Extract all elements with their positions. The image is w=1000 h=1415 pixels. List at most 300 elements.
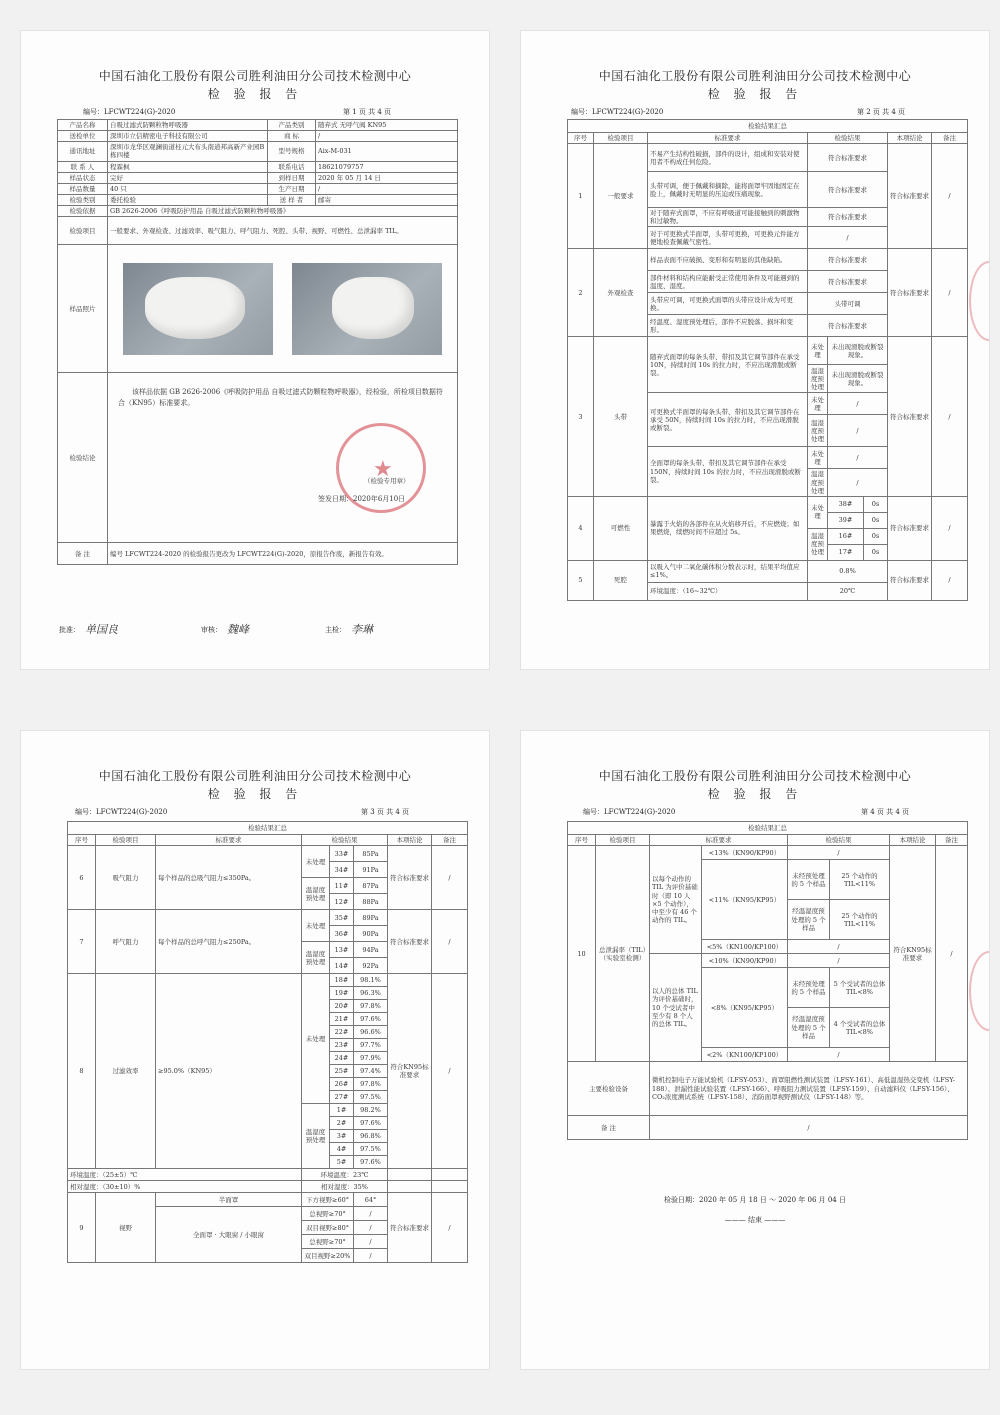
report-number: 编号：LFCWT224(G)-2020: [83, 108, 176, 116]
item-note: /: [932, 337, 968, 496]
sample-value: 97.8%: [354, 1078, 388, 1091]
sample-id: 11#: [330, 878, 354, 894]
report-page-3: [20, 730, 490, 1370]
field-label: 通讯地址: [58, 142, 108, 161]
condition: 经温湿度预处理的 5 个样品: [788, 900, 830, 940]
basis-value: GB 2626-2006《呼吸防护用品 自吸过滤式防颗粒物呼吸器》: [108, 206, 458, 217]
requirement: 经温度、湿度预处理后，部件不应脱落、损坏和变形。: [648, 315, 808, 337]
org-name: 中国石油化工股份有限公司胜利油田分公司技术检测中心: [98, 69, 412, 83]
requirement: <10%（KN90/KP90）: [702, 954, 788, 968]
field-value: 深圳市立信精密电子科技有限公司: [108, 131, 268, 142]
window-type: 小眼窗: [244, 1230, 265, 1239]
test-item: 外观检查: [594, 249, 648, 337]
requirement: 双目视野≥20%: [302, 1249, 354, 1263]
photo-label: 样品照片: [58, 245, 108, 373]
report-number: 编号：LFCWT224(G)-2020: [583, 808, 676, 816]
section-title: 检验结果汇总: [568, 822, 968, 835]
test-item: 总泄漏率（TIL）（实验室检测）: [596, 846, 650, 1062]
sample-value: 87Pa: [354, 878, 388, 894]
requirement: 总视野≥70°: [302, 1235, 354, 1249]
item-conclusion: 符合标准要求: [888, 560, 932, 600]
sample-value: 98.1%: [354, 974, 388, 987]
condition: 温湿度预处理: [808, 415, 828, 447]
requirement: 可更换式半面罩的每条头带、带扣及其它调节部件在承受 50N，持续时间 10s 的拉力时，不应出现滑脱或断裂。: [648, 393, 808, 447]
result: 25 个动作的 TIL<11%: [830, 860, 890, 900]
item-note: /: [432, 846, 468, 910]
table-row: [68, 846, 468, 862]
field-label: 到样日期: [268, 172, 316, 183]
item-conclusion: 符合标准要求: [888, 496, 932, 560]
item-note: /: [932, 560, 968, 600]
org-name: 中国石油化工股份有限公司胜利油田分公司技术检测中心: [598, 769, 912, 783]
report-page-1: [20, 30, 490, 670]
result: 符合标准要求: [808, 208, 888, 227]
sample-id: 38#: [828, 496, 864, 512]
result: 4 个受试者的总体 TIL<8%: [830, 1008, 890, 1048]
table-row: [568, 496, 968, 512]
table-row: [58, 172, 458, 183]
condition: 未处理: [302, 846, 330, 878]
tester-label: 主检：: [325, 626, 346, 634]
sample-id: 2#: [330, 1117, 354, 1130]
table-row: [58, 183, 458, 194]
test-item: 吸气阻力: [96, 846, 156, 910]
sample-id: 4#: [330, 1143, 354, 1156]
col-header: 序号: [68, 835, 96, 846]
sample-photo-front: [123, 263, 273, 355]
col-header: 备注: [432, 835, 468, 846]
report-page-2: [520, 30, 990, 670]
field-label: 检验类别: [58, 194, 108, 205]
sample-id: 25#: [330, 1065, 354, 1078]
row-number: 3: [568, 337, 594, 496]
result: /: [828, 393, 888, 415]
item-conclusion: 符合标准要求: [388, 846, 432, 910]
result: 25 个动作的 TIL<11%: [830, 900, 890, 940]
window-type: 大眼窗: [218, 1230, 239, 1239]
col-header: 标准要求: [650, 835, 788, 846]
row-number: 2: [568, 249, 594, 337]
sample-value: 98.2%: [354, 1104, 388, 1117]
col-header: 本项结论: [890, 835, 936, 846]
field-label: 联系电话: [268, 161, 316, 172]
sample-value: 97.4%: [354, 1065, 388, 1078]
environment: 环境温度：（25±5）℃: [68, 1169, 302, 1181]
item-conclusion: 符合标准要求: [888, 144, 932, 249]
conclusion-text: 该样品依据 GB 2626-2006《呼吸防护用品 自吸过滤式防颗粒物呼吸器》，经检验，所检项目数据符合（KN95）标准要求。: [118, 388, 443, 407]
sample-id: 26#: [330, 1078, 354, 1091]
result: 符合标准要求: [808, 315, 888, 337]
test-item: 头带: [594, 337, 648, 496]
sample-value: 96.6%: [354, 1026, 388, 1039]
requirement: 总视野≥70°: [302, 1207, 354, 1221]
result: 符合标准要求: [808, 144, 888, 172]
remark-label: 备 注: [58, 543, 108, 565]
basis-label: 检验依据: [58, 206, 108, 217]
sample-value: 96.8%: [354, 1130, 388, 1143]
section-title: 检验结果汇总: [568, 120, 968, 133]
result: /: [788, 846, 890, 860]
sample-id: 27#: [330, 1091, 354, 1104]
sample-id: 5#: [330, 1156, 354, 1169]
row-number: 8: [68, 974, 96, 1169]
col-header: 备注: [936, 835, 968, 846]
mask-type: 全面罩: [192, 1230, 213, 1239]
table-row: [568, 337, 968, 365]
field-label: 送检单位: [58, 131, 108, 142]
requirement: <2%（KN100/KP100）: [702, 1048, 788, 1062]
full-mask-cell: 全面罩 · 大眼窗 / 小眼窗: [156, 1207, 302, 1263]
remark-label: 备 注: [568, 1116, 650, 1140]
test-item: 过滤效率: [96, 974, 156, 1169]
sample-id: 20#: [330, 1000, 354, 1013]
field-label: 联 系 人: [58, 161, 108, 172]
result: /: [808, 227, 888, 249]
field-label: 产品类别: [268, 120, 316, 131]
item-conclusion: 符合标准要求: [888, 337, 932, 496]
row-number: 7: [68, 910, 96, 974]
field-label: 商 标: [268, 131, 316, 142]
items-label: 检验项目: [58, 217, 108, 245]
table-row: [568, 1116, 968, 1140]
item-note: /: [432, 974, 468, 1169]
page-number: 第 1 页 共 4 页: [343, 108, 392, 116]
conclusion-cell: [108, 373, 458, 543]
sample-id: 21#: [330, 1013, 354, 1026]
table-header-row: [68, 835, 468, 846]
sample-id: 24#: [330, 1052, 354, 1065]
test-date: 检验日期：2020 年 05 月 18 日 ～ 2020 年 06 月 04 日: [664, 1196, 846, 1204]
sample-id: 36#: [330, 926, 354, 942]
table-row: [68, 1193, 468, 1207]
sample-id: 18#: [330, 974, 354, 987]
col-header: 检验结果: [788, 835, 890, 846]
table-row: [58, 206, 458, 217]
requirement: 全面罩的每条头带、带扣及其它调节部件在承受 150N，持续时间 10s 的拉力时，不应出现滑脱或断裂。: [648, 447, 808, 496]
result: /: [354, 1207, 388, 1221]
section-title: 检验结果汇总: [68, 822, 468, 835]
sample-id: 39#: [828, 512, 864, 528]
sample-value: 90Pa: [354, 926, 388, 942]
col-header: 检验项目: [594, 133, 648, 144]
row-number: 4: [568, 496, 594, 560]
condition: 温湿度预处理: [808, 528, 828, 560]
field-label: 样品状态: [58, 172, 108, 183]
item-conclusion: 符合标准要求: [388, 910, 432, 974]
sample-value: 0s: [864, 512, 888, 528]
result: /: [788, 940, 890, 954]
test-item: 呼气阻力: [96, 910, 156, 974]
sample-id: 3#: [330, 1130, 354, 1143]
col-header: 备注: [932, 133, 968, 144]
requirement: <11%（KN95/KP95）: [702, 860, 788, 940]
condition: 未处理: [302, 974, 330, 1104]
review-signature: 魏峰: [227, 623, 249, 636]
edge-seal: [969, 951, 990, 1031]
environment-value: 环境温度：23℃: [302, 1169, 388, 1181]
sample-value: 85Pa: [354, 846, 388, 862]
result: 未出现滑脱或断裂现象。: [828, 337, 888, 365]
item-conclusion: 符合KN95标准要求: [890, 846, 936, 1062]
sample-value: 0s: [864, 496, 888, 512]
table-row: [568, 560, 968, 582]
condition: 未经预处理的 5 个样品: [788, 860, 830, 900]
table-row: [58, 543, 458, 565]
results-table: [567, 821, 968, 1140]
requirement: 下方视野≥60°: [302, 1193, 354, 1207]
sample-value: 97.7%: [354, 1039, 388, 1052]
result: 符合标准要求: [808, 271, 888, 293]
result: /: [788, 1048, 890, 1062]
result: /: [354, 1221, 388, 1235]
seal-note: （检验专用章）: [364, 477, 410, 486]
requirement-basis: 以每个动作的 TIL 为评价基础时（即 10 人×5 个动作），中至少有 46 个动作的 TIL。: [650, 846, 702, 954]
sample-id: 13#: [330, 942, 354, 958]
table-row: [568, 846, 968, 860]
row-number: 1: [568, 144, 594, 249]
requirement: 双目视野≥80°: [302, 1221, 354, 1235]
equipment-label: 主要检验设备: [568, 1062, 650, 1116]
requirement: 部件材料和结构应能耐受正常使用条件及可能遇到的温度、湿度。: [648, 271, 808, 293]
item-conclusion: 符合标准要求: [388, 1193, 432, 1263]
requirement: 以吸入气中二氧化碳体积分数表示时，结果平均值应≤1%。: [648, 560, 808, 582]
col-header: 本项结论: [388, 835, 432, 846]
sample-photo-side: [292, 263, 442, 355]
org-name: 中国石油化工股份有限公司胜利油田分公司技术检测中心: [98, 769, 412, 783]
condition: 未处理: [302, 910, 330, 942]
field-value: 18621079757: [316, 161, 458, 172]
sample-value: 92Pa: [354, 958, 388, 974]
item-note: /: [932, 249, 968, 337]
tester-signature: 李琳: [351, 623, 373, 636]
field-value: Aix-M-031: [316, 142, 458, 161]
col-header: 序号: [568, 133, 594, 144]
item-conclusion: 符合KN95标准要求: [388, 974, 432, 1169]
field-value: 邮寄: [316, 194, 458, 205]
remark-value: 编号 LFCWT224-2020 的检验报告更改为 LFCWT224(G)-2020，原报告作废，新报告有效。: [108, 543, 458, 565]
sample-id: 12#: [330, 894, 354, 910]
field-value: 委托检验: [108, 194, 268, 205]
result: /: [788, 954, 890, 968]
field-value: 完好: [108, 172, 268, 183]
result: /: [354, 1235, 388, 1249]
sample-value: 97.5%: [354, 1091, 388, 1104]
condition: 温湿度预处理: [808, 365, 828, 393]
field-value: 40 只: [108, 183, 268, 194]
table-row: [58, 120, 458, 131]
item-note: /: [932, 496, 968, 560]
col-header: 本项结论: [888, 133, 932, 144]
table-row: [68, 1169, 468, 1181]
requirement: 对于随弃式面罩，不应有呼吸道可能接触到的刺激物和过敏物。: [648, 208, 808, 227]
report-title: 检 验 报 告: [207, 787, 303, 801]
sample-value: 89Pa: [354, 910, 388, 926]
field-label: 样品数量: [58, 183, 108, 194]
approve-signature: 单国良: [85, 623, 118, 636]
table-row: [568, 144, 968, 172]
result: /: [828, 415, 888, 447]
requirement: 样品表面不应破损、变形和有明显的其他缺陷。: [648, 249, 808, 271]
table-row: [58, 245, 458, 373]
item-note: /: [432, 910, 468, 974]
col-header: 检验结果: [808, 133, 888, 144]
sample-id: 16#: [828, 528, 864, 544]
field-value: 随弃式 无呼气阀 KN95: [316, 120, 458, 131]
sample-id: 17#: [828, 544, 864, 560]
table-row: [58, 131, 458, 142]
sample-value: 88Pa: [354, 894, 388, 910]
table-section-row: [568, 120, 968, 133]
sample-value: 96.3%: [354, 987, 388, 1000]
result: 头带可调: [808, 293, 888, 315]
table-header-row: [568, 835, 968, 846]
sample-value: 94Pa: [354, 942, 388, 958]
table-row: [58, 142, 458, 161]
report-title: 检 验 报 告: [707, 787, 803, 801]
requirement: ≥95.0%（KN95）: [156, 974, 302, 1169]
report-title: 检 验 报 告: [207, 87, 303, 101]
field-value: /: [316, 183, 458, 194]
sample-value: 97.9%: [354, 1052, 388, 1065]
mask-type: 半面罩: [156, 1193, 302, 1207]
requirement: <8%（KN95/KP95）: [702, 968, 788, 1048]
test-item: 一般要求: [594, 144, 648, 249]
condition: 温湿度预处理: [808, 469, 828, 496]
table-row: [58, 161, 458, 172]
edge-seal: [969, 261, 990, 341]
test-item: 视野: [96, 1193, 156, 1263]
result: 符合标准要求: [808, 249, 888, 271]
sample-value: 97.8%: [354, 1000, 388, 1013]
requirement: <5%（KN100/KP100）: [702, 940, 788, 954]
sample-id: 35#: [330, 910, 354, 926]
approve-label: 批准：: [59, 626, 80, 634]
condition: 经温湿度预处理的 5 个样品: [788, 1008, 830, 1048]
inspection-seal: ★: [336, 423, 426, 513]
requirement: 暴露于火焰的各部件在从火焰移开后，不应燃烧；如果燃烧，续燃时间不应超过 5s。: [648, 496, 808, 560]
sample-value: 97.5%: [354, 1143, 388, 1156]
sample-value: 0s: [864, 528, 888, 544]
result: /: [354, 1249, 388, 1263]
requirement: 每个样品的总吸气阻力≤350Pa。: [156, 846, 302, 910]
table-row: [58, 194, 458, 205]
col-header: 标准要求: [648, 133, 808, 144]
table-row: [68, 910, 468, 926]
result: 符合标准要求: [808, 172, 888, 208]
report-title: 检 验 报 告: [707, 87, 803, 101]
sample-value: 97.6%: [354, 1117, 388, 1130]
report-page-4: [520, 730, 990, 1370]
requirement: 头带可调，便于佩戴和摘除，能将面罩牢固地固定在脸上，佩戴时无明显的压迫或压痛现象。: [648, 172, 808, 208]
col-header: 标准要求: [156, 835, 302, 846]
environment: 相对湿度：（30±10）%: [68, 1181, 302, 1193]
test-item: 死腔: [594, 560, 648, 600]
field-value: 深圳市龙华区观澜街道桂元大布头南道邦高新产业园B栋四楼: [108, 142, 268, 161]
end-marker: ——— 结束 ———: [724, 1216, 786, 1224]
item-note: /: [432, 1193, 468, 1263]
condition: 未经预处理的 5 个样品: [788, 968, 830, 1008]
col-header: 检验项目: [596, 835, 650, 846]
issue-date: 签发日期：2020年6月10日: [318, 495, 406, 504]
field-value: 程霖枫: [108, 161, 268, 172]
result: 64°: [354, 1193, 388, 1207]
info-table: [57, 119, 458, 565]
row-number: 10: [568, 846, 596, 1062]
row-number: 6: [68, 846, 96, 910]
field-label: 生产日期: [268, 183, 316, 194]
condition: 温湿度预处理: [302, 1104, 330, 1169]
results-table: [67, 821, 468, 1263]
field-label: 产品名称: [58, 120, 108, 131]
result: 5 个受试者的总体 TIL<8%: [830, 968, 890, 1008]
sample-id: 22#: [330, 1026, 354, 1039]
environment: 环境温度：（16~32℃）: [648, 582, 808, 600]
condition: 未处理: [808, 496, 828, 528]
condition: 未处理: [808, 393, 828, 415]
requirement: 对于可更换式半面罩，头带可更换，可更换元件能方便地检查佩戴气密性。: [648, 227, 808, 249]
table-header-row: [568, 133, 968, 144]
requirement: 随弃式面罩的每条头带、带扣及其它调节部件在承受 10N，持续时间 10s 的拉力时，不应出现滑脱或断裂。: [648, 337, 808, 393]
items-value: 一般要求、外观检查、过滤效率、吸气阻力、呼气阻力、死腔、头带、视野、可燃性、总泄漏率 TIL。: [108, 217, 458, 245]
sample-id: 14#: [330, 958, 354, 974]
page-number: 第 2 页 共 4 页: [857, 108, 906, 116]
report-number: 编号：LFCWT224(G)-2020: [75, 808, 168, 816]
requirement: 头带应可调，可更换式面罩的头带应设计成为可更换。: [648, 293, 808, 315]
table-row: [568, 1062, 968, 1116]
item-note: /: [932, 144, 968, 249]
field-value: 自吸过滤式防颗粒物呼吸器: [108, 120, 268, 131]
table-row: [568, 249, 968, 271]
table-section-row: [568, 822, 968, 835]
page-number: 第 4 页 共 4 页: [861, 808, 910, 816]
table-section-row: [68, 822, 468, 835]
result: /: [828, 447, 888, 469]
sample-id: 33#: [330, 846, 354, 862]
sample-id: 23#: [330, 1039, 354, 1052]
photo-cell: [108, 245, 458, 373]
item-conclusion: 符合标准要求: [888, 249, 932, 337]
row-number: 9: [68, 1193, 96, 1263]
result: 0.8%: [808, 560, 888, 582]
field-value: 2020 年 05 月 14 日: [316, 172, 458, 183]
condition: 未处理: [808, 447, 828, 469]
requirement: 不易产生结构性破损，部件的设计，组成和安装对使用者不构成任何危险。: [648, 144, 808, 172]
col-header: 序号: [568, 835, 596, 846]
col-header: 检验项目: [96, 835, 156, 846]
condition: 温湿度预处理: [302, 942, 330, 974]
condition: 未处理: [808, 337, 828, 365]
col-header: 检验结果: [302, 835, 388, 846]
table-row: [68, 974, 468, 987]
table-row: [68, 1181, 468, 1193]
sample-value: 0s: [864, 544, 888, 560]
environment-value: 相对湿度：35%: [302, 1181, 388, 1193]
result: /: [828, 469, 888, 496]
sample-value: 97.6%: [354, 1013, 388, 1026]
sample-id: 1#: [330, 1104, 354, 1117]
table-row: [58, 373, 458, 543]
conclusion-label: 检验结论: [58, 373, 108, 543]
result: 未出现滑脱或断裂现象。: [828, 365, 888, 393]
sample-value: 97.6%: [354, 1156, 388, 1169]
row-number: 5: [568, 560, 594, 600]
review-label: 审核：: [201, 626, 222, 634]
item-note: /: [936, 846, 968, 1062]
sample-id: 19#: [330, 987, 354, 1000]
report-number: 编号：LFCWT224(G)-2020: [571, 108, 664, 116]
requirement: 每个样品的总呼气阻力≤250Pa。: [156, 910, 302, 974]
field-label: 型号规格: [268, 142, 316, 161]
